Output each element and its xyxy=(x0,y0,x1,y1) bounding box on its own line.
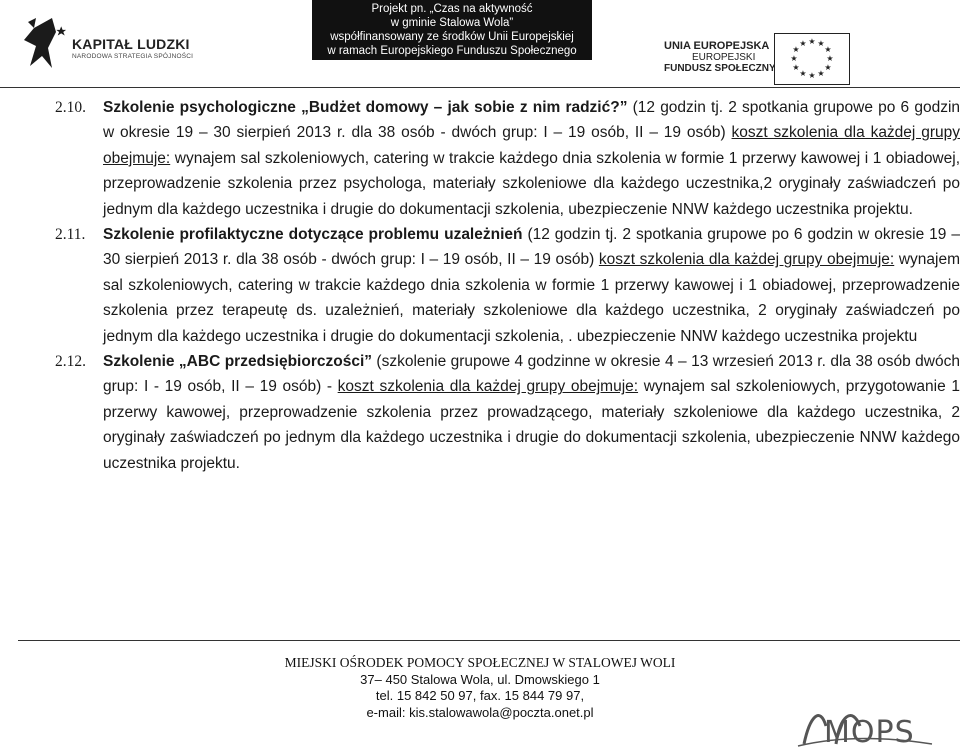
svg-text:★: ★ xyxy=(817,39,825,48)
section-number: 2.12. xyxy=(55,353,86,371)
page-footer xyxy=(230,655,730,721)
footer-address: 37– 450 Stalowa Wola, ul. Dmowskiego 1 xyxy=(360,671,600,687)
section-text: (12 godzin tj. 2 spotkania grupowe po 6 godzin w okresie 19 – 30 sierpień 2013 r. dla 38 osób - dwóch grup: I – 19 osób, II – 19 osób) xyxy=(103,99,960,142)
footer-email: e-mail: kis.stalowawola@poczta.onet.pl xyxy=(366,704,594,720)
svg-text:★: ★ xyxy=(817,69,825,78)
document-body xyxy=(55,95,960,476)
project-line: współfinansowany ze środków Unii Europejskiej xyxy=(330,31,574,43)
eu-label-line1: UNIA EUROPEJSKA xyxy=(664,40,770,52)
footer-org-name: MIEJSKI OŚRODEK POMOCY SPOŁECZNEJ W STALOWEJ WOLI xyxy=(284,655,676,670)
eu-flag-icon xyxy=(774,33,850,85)
eu-label-line3: FUNDUSZ SPOŁECZNY xyxy=(664,63,776,74)
project-info-box xyxy=(312,0,592,60)
mops-logo-text: MOPS xyxy=(824,715,915,748)
header-divider xyxy=(0,87,960,88)
section-number: 2.10. xyxy=(55,99,86,116)
section-cost-label: koszt szkolenia dla każdej grupy obejmuje: xyxy=(598,251,895,269)
section-title: Szkolenie psychologiczne „Budżet domowy – jak sobie z nim radzić?” xyxy=(103,99,628,116)
eu-label-line2: EUROPEJSKI xyxy=(692,52,756,63)
section-cost-label: koszt szkolenia dla każdej grupy obejmuje: xyxy=(337,378,639,396)
svg-text:★: ★ xyxy=(799,39,807,48)
section-item xyxy=(55,349,960,476)
project-line: w gminie Stalowa Wola” xyxy=(390,17,514,29)
footer-divider xyxy=(18,640,960,641)
kapital-ludzki-title: KAPITAŁ LUDZKI xyxy=(72,36,190,52)
svg-text:★: ★ xyxy=(808,37,816,46)
svg-text:★: ★ xyxy=(824,45,832,54)
project-line: Projekt pn. „Czas na aktywność xyxy=(371,3,533,15)
project-line: w ramach Europejskiego Funduszu Społecznego xyxy=(327,45,577,57)
eu-label xyxy=(664,40,776,74)
svg-text:★: ★ xyxy=(790,54,798,63)
section-text: wynajem sal szkoleniowych, przygotowanie 1 przerwy kawowej, przeprowadzenie szkolenia przez prowadzącego, materiały szkoleniowe dla każdego uczestnika, 2 oryginały zaświadczeń po jednym dla każdego uczestnika i drugie do dokumentacji szkolenia, ubezpieczenie NNW każdego uczestnika projektu. xyxy=(103,378,960,472)
section-text: (12 godzin tj. 2 spotkania grupowe po 6 godzin w okresie 19 – 30 sierpień 2013 r. dla 38 osób - dwóch grup: I – 19 osób, II – 19 osób) xyxy=(103,226,960,269)
section-number: 2.11. xyxy=(55,226,86,244)
svg-text:★: ★ xyxy=(792,63,800,72)
section-cost-label: koszt szkolenia dla każdej grupy obejmuje: xyxy=(103,124,960,167)
kapital-ludzki-subtitle: NARODOWA STRATEGIA SPÓJNOŚCI xyxy=(72,53,194,60)
svg-text:★: ★ xyxy=(792,45,800,54)
section-text: wynajem sal szkoleniowych, catering w trakcie każdego dnia szkolenia w formie 1 przerwy kawowej i 1 obiadowej, przeprowadzenie szkolenia przez psychologa, materiały szkoleniowe dla każdego uczestnika,2 oryginały zaświadczeń po jednym dla każdego uczestnika i drugie do dokumentacji szkolenia, ubezpieczenie NNW każdego uczestnika projektu. xyxy=(103,149,960,218)
section-title: Szkolenie profilaktyczne dotyczące problemu uzależnień xyxy=(103,226,523,244)
section-title: Szkolenie „ABC przedsiębiorczości” xyxy=(103,353,372,371)
mops-logo xyxy=(796,686,936,748)
star-icon xyxy=(56,26,66,35)
svg-text:★: ★ xyxy=(824,63,832,72)
page-header xyxy=(0,0,960,86)
section-item xyxy=(55,222,960,349)
section-text: wynajem sal szkoleniowych, catering w trakcie każdego dnia szkolenia w formie 1 przerwy kawowej i 1 obiadowej, przeprowadzenie szkolenia przez terapeutę ds. uzależnień, materiały szkoleniowe dla każdego uczestnika, 2 oryginały zaświadczeń po jednym dla każdego uczestnika i drugie do dokumentacji szkolenia, . ubezpieczenie NNW każdego uczestnika projektu xyxy=(103,251,960,345)
section-item xyxy=(55,95,960,222)
footer-phone: tel. 15 842 50 97, fax. 15 844 79 97, xyxy=(375,688,585,703)
section-text: (szkolenie grupowe 4 godzinne w okresie 4 – 13 wrzesień 2013 r. dla 38 osób dwóch grup: I - 19 osób, II – 19 osób) - xyxy=(103,353,960,396)
svg-text:★: ★ xyxy=(799,69,807,78)
human-figure-icon xyxy=(24,18,56,68)
svg-text:★: ★ xyxy=(826,54,834,63)
svg-text:★: ★ xyxy=(808,71,816,80)
